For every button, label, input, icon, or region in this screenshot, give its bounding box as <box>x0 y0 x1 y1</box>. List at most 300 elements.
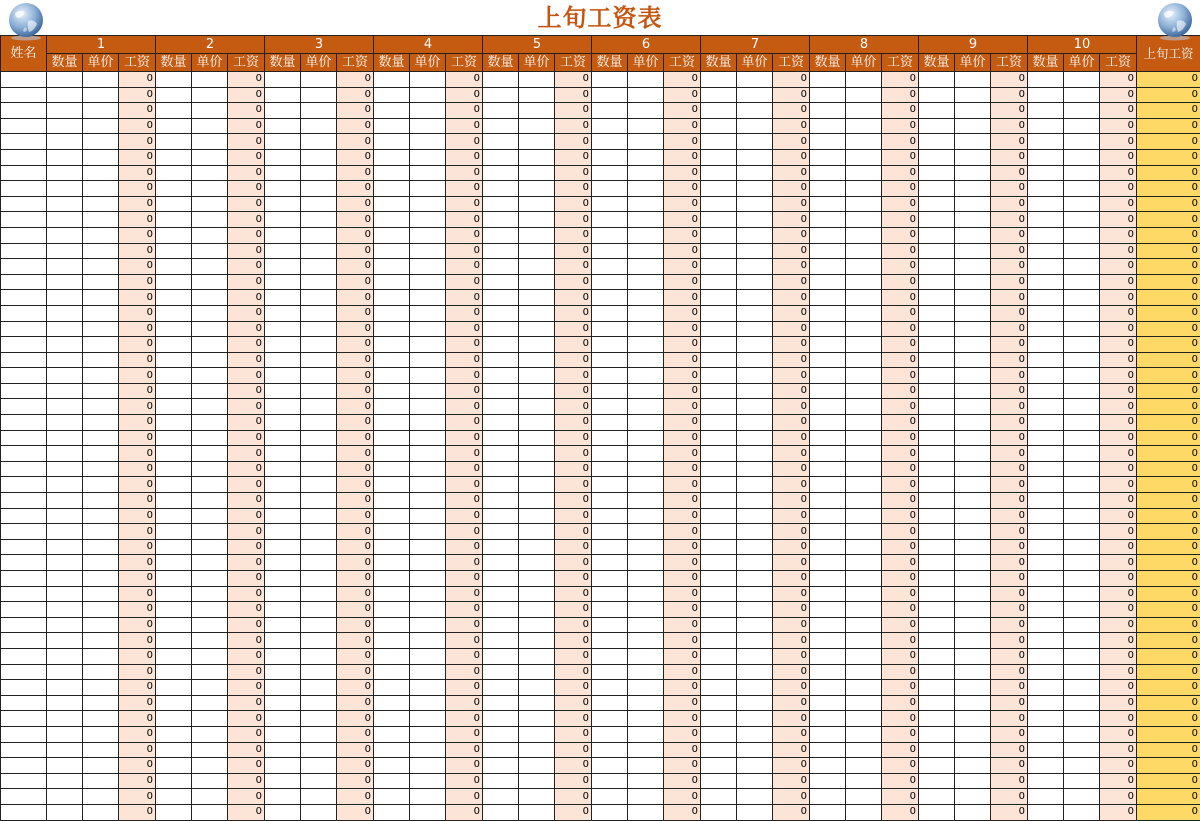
unit-price-cell[interactable] <box>737 742 773 758</box>
quantity-cell[interactable] <box>483 758 519 774</box>
wage-cell[interactable]: 0 <box>664 87 701 103</box>
quantity-cell[interactable] <box>483 196 519 212</box>
quantity-cell[interactable] <box>810 165 846 181</box>
wage-cell[interactable]: 0 <box>446 181 483 197</box>
wage-cell[interactable]: 0 <box>555 227 592 243</box>
quantity-cell[interactable] <box>919 477 955 493</box>
quantity-cell[interactable] <box>1028 742 1064 758</box>
quantity-cell[interactable] <box>483 493 519 509</box>
name-cell[interactable] <box>1 711 47 727</box>
unit-price-cell[interactable] <box>1064 508 1100 524</box>
wage-cell[interactable]: 0 <box>337 321 374 337</box>
name-cell[interactable] <box>1 461 47 477</box>
quantity-cell[interactable] <box>156 711 192 727</box>
wage-cell[interactable]: 0 <box>446 243 483 259</box>
wage-cell[interactable]: 0 <box>991 446 1028 462</box>
wage-cell[interactable]: 0 <box>991 571 1028 587</box>
quantity-cell[interactable] <box>265 493 301 509</box>
unit-price-cell[interactable] <box>846 87 882 103</box>
quantity-cell[interactable] <box>483 446 519 462</box>
wage-cell[interactable]: 0 <box>555 383 592 399</box>
quantity-cell[interactable] <box>483 321 519 337</box>
unit-price-cell[interactable] <box>301 648 337 664</box>
unit-price-cell[interactable] <box>737 227 773 243</box>
quantity-cell[interactable] <box>156 352 192 368</box>
wage-cell[interactable]: 0 <box>337 493 374 509</box>
unit-price-cell[interactable] <box>519 118 555 134</box>
quantity-cell[interactable] <box>1028 243 1064 259</box>
wage-cell[interactable]: 0 <box>882 773 919 789</box>
quantity-cell[interactable] <box>592 477 628 493</box>
unit-price-cell[interactable] <box>83 617 119 633</box>
wage-cell[interactable]: 0 <box>664 165 701 181</box>
quantity-cell[interactable] <box>919 742 955 758</box>
unit-price-cell[interactable] <box>737 602 773 618</box>
unit-price-cell[interactable] <box>301 742 337 758</box>
quantity-cell[interactable] <box>592 446 628 462</box>
quantity-cell[interactable] <box>156 196 192 212</box>
unit-price-cell[interactable] <box>83 477 119 493</box>
name-cell[interactable] <box>1 664 47 680</box>
wage-cell[interactable]: 0 <box>446 742 483 758</box>
unit-price-cell[interactable] <box>628 321 664 337</box>
quantity-cell[interactable] <box>483 726 519 742</box>
unit-price-cell[interactable] <box>737 804 773 820</box>
unit-price-cell[interactable] <box>628 181 664 197</box>
total-cell[interactable]: 0 <box>1137 680 1200 696</box>
unit-price-cell[interactable] <box>83 227 119 243</box>
quantity-cell[interactable] <box>265 742 301 758</box>
quantity-cell[interactable] <box>265 134 301 150</box>
total-cell[interactable]: 0 <box>1137 87 1200 103</box>
quantity-cell[interactable] <box>592 524 628 540</box>
unit-price-cell[interactable] <box>83 664 119 680</box>
wage-cell[interactable]: 0 <box>446 165 483 181</box>
unit-price-cell[interactable] <box>955 212 991 228</box>
quantity-cell[interactable] <box>374 680 410 696</box>
quantity-cell[interactable] <box>1028 461 1064 477</box>
wage-cell[interactable]: 0 <box>991 477 1028 493</box>
unit-price-cell[interactable] <box>846 789 882 805</box>
quantity-cell[interactable] <box>919 321 955 337</box>
unit-price-cell[interactable] <box>410 243 446 259</box>
quantity-cell[interactable] <box>47 305 83 321</box>
unit-price-cell[interactable] <box>955 602 991 618</box>
unit-price-cell[interactable] <box>1064 695 1100 711</box>
quantity-cell[interactable] <box>919 789 955 805</box>
unit-price-cell[interactable] <box>410 493 446 509</box>
unit-price-cell[interactable] <box>628 711 664 727</box>
wage-cell[interactable]: 0 <box>228 368 265 384</box>
unit-price-cell[interactable] <box>846 165 882 181</box>
unit-price-cell[interactable] <box>1064 726 1100 742</box>
quantity-cell[interactable] <box>919 524 955 540</box>
wage-cell[interactable]: 0 <box>337 399 374 415</box>
quantity-cell[interactable] <box>592 680 628 696</box>
unit-price-cell[interactable] <box>192 134 228 150</box>
total-cell[interactable]: 0 <box>1137 633 1200 649</box>
unit-price-cell[interactable] <box>410 383 446 399</box>
wage-cell[interactable]: 0 <box>446 290 483 306</box>
wage-cell[interactable]: 0 <box>1100 617 1137 633</box>
quantity-cell[interactable] <box>919 165 955 181</box>
quantity-cell[interactable] <box>156 773 192 789</box>
unit-price-cell[interactable] <box>83 321 119 337</box>
unit-price-cell[interactable] <box>628 586 664 602</box>
name-cell[interactable] <box>1 726 47 742</box>
unit-price-cell[interactable] <box>846 633 882 649</box>
unit-price-cell[interactable] <box>192 477 228 493</box>
quantity-cell[interactable] <box>265 726 301 742</box>
quantity-cell[interactable] <box>701 399 737 415</box>
wage-cell[interactable]: 0 <box>337 742 374 758</box>
quantity-cell[interactable] <box>483 415 519 431</box>
wage-cell[interactable]: 0 <box>773 165 810 181</box>
unit-price-cell[interactable] <box>83 711 119 727</box>
unit-price-cell[interactable] <box>301 181 337 197</box>
quantity-cell[interactable] <box>701 415 737 431</box>
unit-price-cell[interactable] <box>628 461 664 477</box>
wage-cell[interactable]: 0 <box>882 804 919 820</box>
unit-price-cell[interactable] <box>628 134 664 150</box>
wage-cell[interactable]: 0 <box>1100 602 1137 618</box>
wage-cell[interactable]: 0 <box>228 493 265 509</box>
quantity-cell[interactable] <box>592 664 628 680</box>
wage-cell[interactable]: 0 <box>882 493 919 509</box>
quantity-cell[interactable] <box>810 680 846 696</box>
wage-cell[interactable]: 0 <box>991 617 1028 633</box>
wage-cell[interactable]: 0 <box>555 461 592 477</box>
wage-cell[interactable]: 0 <box>1100 103 1137 119</box>
unit-price-cell[interactable] <box>1064 259 1100 275</box>
quantity-cell[interactable] <box>592 415 628 431</box>
quantity-cell[interactable] <box>374 773 410 789</box>
wage-cell[interactable]: 0 <box>337 196 374 212</box>
wage-cell[interactable]: 0 <box>228 461 265 477</box>
unit-price-cell[interactable] <box>628 758 664 774</box>
wage-cell[interactable]: 0 <box>555 648 592 664</box>
wage-cell[interactable]: 0 <box>555 680 592 696</box>
unit-price-cell[interactable] <box>519 181 555 197</box>
wage-cell[interactable]: 0 <box>119 680 156 696</box>
total-cell[interactable]: 0 <box>1137 571 1200 587</box>
name-cell[interactable] <box>1 789 47 805</box>
name-cell[interactable] <box>1 274 47 290</box>
wage-cell[interactable]: 0 <box>773 243 810 259</box>
quantity-cell[interactable] <box>47 461 83 477</box>
unit-price-cell[interactable] <box>83 508 119 524</box>
wage-cell[interactable]: 0 <box>228 72 265 88</box>
unit-price-cell[interactable] <box>955 72 991 88</box>
quantity-cell[interactable] <box>919 571 955 587</box>
wage-cell[interactable]: 0 <box>991 726 1028 742</box>
quantity-cell[interactable] <box>701 337 737 353</box>
quantity-cell[interactable] <box>374 648 410 664</box>
unit-price-cell[interactable] <box>628 804 664 820</box>
quantity-cell[interactable] <box>919 726 955 742</box>
quantity-cell[interactable] <box>483 212 519 228</box>
unit-price-cell[interactable] <box>83 773 119 789</box>
unit-price-cell[interactable] <box>83 586 119 602</box>
wage-cell[interactable]: 0 <box>119 72 156 88</box>
quantity-cell[interactable] <box>265 617 301 633</box>
quantity-cell[interactable] <box>265 430 301 446</box>
unit-price-cell[interactable] <box>192 118 228 134</box>
unit-price-cell[interactable] <box>955 181 991 197</box>
unit-price-cell[interactable] <box>192 664 228 680</box>
unit-price-cell[interactable] <box>192 243 228 259</box>
unit-price-cell[interactable] <box>737 259 773 275</box>
wage-cell[interactable]: 0 <box>773 617 810 633</box>
unit-price-cell[interactable] <box>192 789 228 805</box>
unit-price-cell[interactable] <box>301 446 337 462</box>
quantity-cell[interactable] <box>919 602 955 618</box>
quantity-cell[interactable] <box>1028 586 1064 602</box>
quantity-cell[interactable] <box>810 602 846 618</box>
quantity-cell[interactable] <box>810 726 846 742</box>
wage-cell[interactable]: 0 <box>664 633 701 649</box>
unit-price-cell[interactable] <box>301 726 337 742</box>
unit-price-cell[interactable] <box>1064 571 1100 587</box>
wage-cell[interactable]: 0 <box>555 571 592 587</box>
quantity-cell[interactable] <box>592 212 628 228</box>
quantity-cell[interactable] <box>701 227 737 243</box>
wage-cell[interactable]: 0 <box>1100 446 1137 462</box>
quantity-cell[interactable] <box>156 337 192 353</box>
unit-price-cell[interactable] <box>519 103 555 119</box>
total-cell[interactable]: 0 <box>1137 274 1200 290</box>
total-cell[interactable]: 0 <box>1137 617 1200 633</box>
wage-cell[interactable]: 0 <box>664 804 701 820</box>
quantity-cell[interactable] <box>47 789 83 805</box>
unit-price-cell[interactable] <box>410 368 446 384</box>
quantity-cell[interactable] <box>156 134 192 150</box>
unit-price-cell[interactable] <box>955 321 991 337</box>
wage-cell[interactable]: 0 <box>1100 368 1137 384</box>
wage-cell[interactable]: 0 <box>119 524 156 540</box>
wage-cell[interactable]: 0 <box>228 742 265 758</box>
quantity-cell[interactable] <box>47 508 83 524</box>
unit-price-cell[interactable] <box>301 165 337 181</box>
unit-price-cell[interactable] <box>410 461 446 477</box>
quantity-cell[interactable] <box>1028 711 1064 727</box>
wage-cell[interactable]: 0 <box>882 586 919 602</box>
wage-cell[interactable]: 0 <box>991 118 1028 134</box>
wage-cell[interactable]: 0 <box>446 103 483 119</box>
wage-cell[interactable]: 0 <box>664 227 701 243</box>
unit-price-cell[interactable] <box>519 196 555 212</box>
unit-price-cell[interactable] <box>192 726 228 742</box>
unit-price-cell[interactable] <box>410 134 446 150</box>
unit-price-cell[interactable] <box>955 680 991 696</box>
unit-price-cell[interactable] <box>410 87 446 103</box>
unit-price-cell[interactable] <box>737 695 773 711</box>
unit-price-cell[interactable] <box>628 337 664 353</box>
quantity-cell[interactable] <box>374 477 410 493</box>
wage-cell[interactable]: 0 <box>337 571 374 587</box>
unit-price-cell[interactable] <box>955 118 991 134</box>
unit-price-cell[interactable] <box>628 571 664 587</box>
unit-price-cell[interactable] <box>1064 711 1100 727</box>
wage-cell[interactable]: 0 <box>1100 711 1137 727</box>
wage-cell[interactable]: 0 <box>119 602 156 618</box>
unit-price-cell[interactable] <box>410 196 446 212</box>
unit-price-cell[interactable] <box>737 243 773 259</box>
quantity-cell[interactable] <box>592 383 628 399</box>
wage-cell[interactable]: 0 <box>446 726 483 742</box>
wage-cell[interactable]: 0 <box>446 758 483 774</box>
wage-cell[interactable]: 0 <box>337 477 374 493</box>
wage-cell[interactable]: 0 <box>446 368 483 384</box>
quantity-cell[interactable] <box>483 742 519 758</box>
quantity-cell[interactable] <box>483 571 519 587</box>
quantity-cell[interactable] <box>47 368 83 384</box>
quantity-cell[interactable] <box>156 227 192 243</box>
unit-price-cell[interactable] <box>955 430 991 446</box>
unit-price-cell[interactable] <box>955 633 991 649</box>
wage-cell[interactable]: 0 <box>882 87 919 103</box>
quantity-cell[interactable] <box>919 446 955 462</box>
unit-price-cell[interactable] <box>410 711 446 727</box>
name-cell[interactable] <box>1 305 47 321</box>
wage-cell[interactable]: 0 <box>664 337 701 353</box>
total-cell[interactable]: 0 <box>1137 149 1200 165</box>
quantity-cell[interactable] <box>47 196 83 212</box>
unit-price-cell[interactable] <box>519 290 555 306</box>
quantity-cell[interactable] <box>701 789 737 805</box>
quantity-cell[interactable] <box>265 274 301 290</box>
wage-cell[interactable]: 0 <box>555 524 592 540</box>
wage-cell[interactable]: 0 <box>664 493 701 509</box>
quantity-cell[interactable] <box>1028 648 1064 664</box>
unit-price-cell[interactable] <box>628 196 664 212</box>
name-cell[interactable] <box>1 524 47 540</box>
name-cell[interactable] <box>1 72 47 88</box>
quantity-cell[interactable] <box>592 196 628 212</box>
unit-price-cell[interactable] <box>1064 87 1100 103</box>
quantity-cell[interactable] <box>47 773 83 789</box>
unit-price-cell[interactable] <box>737 571 773 587</box>
wage-cell[interactable]: 0 <box>664 711 701 727</box>
wage-cell[interactable]: 0 <box>228 602 265 618</box>
unit-price-cell[interactable] <box>519 446 555 462</box>
unit-price-cell[interactable] <box>83 648 119 664</box>
quantity-cell[interactable] <box>810 758 846 774</box>
unit-price-cell[interactable] <box>955 290 991 306</box>
unit-price-cell[interactable] <box>83 87 119 103</box>
wage-cell[interactable]: 0 <box>991 461 1028 477</box>
wage-cell[interactable]: 0 <box>882 680 919 696</box>
unit-price-cell[interactable] <box>1064 305 1100 321</box>
quantity-cell[interactable] <box>919 555 955 571</box>
unit-price-cell[interactable] <box>192 461 228 477</box>
unit-price-cell[interactable] <box>955 243 991 259</box>
wage-cell[interactable]: 0 <box>991 695 1028 711</box>
wage-cell[interactable]: 0 <box>773 72 810 88</box>
wage-cell[interactable]: 0 <box>664 430 701 446</box>
wage-cell[interactable]: 0 <box>1100 726 1137 742</box>
unit-price-cell[interactable] <box>955 134 991 150</box>
wage-cell[interactable]: 0 <box>991 181 1028 197</box>
wage-cell[interactable]: 0 <box>337 804 374 820</box>
name-cell[interactable] <box>1 617 47 633</box>
wage-cell[interactable]: 0 <box>1100 87 1137 103</box>
name-cell[interactable] <box>1 290 47 306</box>
unit-price-cell[interactable] <box>737 789 773 805</box>
unit-price-cell[interactable] <box>410 165 446 181</box>
unit-price-cell[interactable] <box>83 789 119 805</box>
wage-cell[interactable]: 0 <box>1100 586 1137 602</box>
unit-price-cell[interactable] <box>628 305 664 321</box>
unit-price-cell[interactable] <box>83 742 119 758</box>
wage-cell[interactable]: 0 <box>664 461 701 477</box>
quantity-cell[interactable] <box>374 664 410 680</box>
unit-price-cell[interactable] <box>846 212 882 228</box>
wage-cell[interactable]: 0 <box>882 430 919 446</box>
quantity-cell[interactable] <box>810 493 846 509</box>
unit-price-cell[interactable] <box>737 337 773 353</box>
name-cell[interactable] <box>1 493 47 509</box>
wage-cell[interactable]: 0 <box>228 555 265 571</box>
quantity-cell[interactable] <box>374 555 410 571</box>
unit-price-cell[interactable] <box>83 399 119 415</box>
unit-price-cell[interactable] <box>410 181 446 197</box>
quantity-cell[interactable] <box>47 726 83 742</box>
quantity-cell[interactable] <box>156 493 192 509</box>
wage-cell[interactable]: 0 <box>1100 149 1137 165</box>
quantity-cell[interactable] <box>919 259 955 275</box>
quantity-cell[interactable] <box>701 430 737 446</box>
name-cell[interactable] <box>1 773 47 789</box>
wage-cell[interactable]: 0 <box>119 586 156 602</box>
wage-cell[interactable]: 0 <box>446 352 483 368</box>
quantity-cell[interactable] <box>1028 524 1064 540</box>
wage-cell[interactable]: 0 <box>446 118 483 134</box>
total-cell[interactable]: 0 <box>1137 399 1200 415</box>
quantity-cell[interactable] <box>265 337 301 353</box>
wage-cell[interactable]: 0 <box>337 212 374 228</box>
quantity-cell[interactable] <box>592 726 628 742</box>
quantity-cell[interactable] <box>265 508 301 524</box>
wage-cell[interactable]: 0 <box>119 664 156 680</box>
quantity-cell[interactable] <box>265 477 301 493</box>
unit-price-cell[interactable] <box>301 415 337 431</box>
unit-price-cell[interactable] <box>955 383 991 399</box>
quantity-cell[interactable] <box>701 212 737 228</box>
unit-price-cell[interactable] <box>628 539 664 555</box>
quantity-cell[interactable] <box>1028 571 1064 587</box>
wage-cell[interactable]: 0 <box>882 227 919 243</box>
unit-price-cell[interactable] <box>737 212 773 228</box>
wage-cell[interactable]: 0 <box>1100 477 1137 493</box>
unit-price-cell[interactable] <box>519 726 555 742</box>
wage-cell[interactable]: 0 <box>337 227 374 243</box>
quantity-cell[interactable] <box>592 181 628 197</box>
unit-price-cell[interactable] <box>1064 383 1100 399</box>
wage-cell[interactable]: 0 <box>1100 181 1137 197</box>
unit-price-cell[interactable] <box>519 243 555 259</box>
quantity-cell[interactable] <box>483 664 519 680</box>
quantity-cell[interactable] <box>1028 165 1064 181</box>
wage-cell[interactable]: 0 <box>991 680 1028 696</box>
unit-price-cell[interactable] <box>410 555 446 571</box>
unit-price-cell[interactable] <box>737 415 773 431</box>
unit-price-cell[interactable] <box>737 103 773 119</box>
unit-price-cell[interactable] <box>955 508 991 524</box>
quantity-cell[interactable] <box>592 804 628 820</box>
wage-cell[interactable]: 0 <box>664 446 701 462</box>
wage-cell[interactable]: 0 <box>337 773 374 789</box>
